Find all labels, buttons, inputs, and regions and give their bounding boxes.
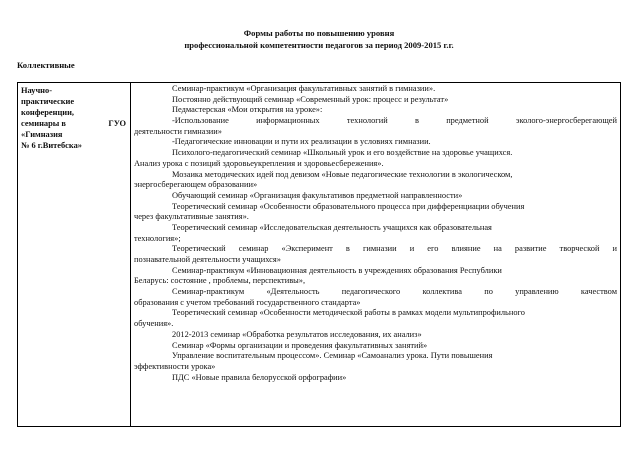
title-line-2: профессиональной компетентности педагогов за период 2009-2015 г.г. xyxy=(184,39,454,50)
document-title xyxy=(0,28,638,51)
event-line: образования с учетом требований государственного стандарта» xyxy=(134,297,361,307)
left-cell-line xyxy=(21,119,126,130)
left-cell-line: «Гимназия xyxy=(21,129,63,139)
left-cell-line: № 6 г.Витебска» xyxy=(21,140,82,150)
event-line: Психолого-педагогический семинар «Школьный урок и его воздействие на здоровье учащихся. xyxy=(172,148,513,158)
event-line: Теоретический семинар «Исследовательская деятельность учащихся как образовательная xyxy=(172,222,492,232)
forms-table xyxy=(17,82,621,427)
event-line: технология»; xyxy=(134,233,181,243)
left-cell-line: конференции, xyxy=(21,107,75,117)
event-line: Семинар-практикум «Инновационная деятельность в учреждениях образования Республики xyxy=(172,265,502,275)
table-left-cell xyxy=(18,83,131,426)
event-line: энергосберегающем образовании» xyxy=(134,180,258,190)
event-line: Педмастерская «Мои открытия на уроке»: xyxy=(172,105,323,115)
event-line: через факультативные занятия». xyxy=(134,212,249,222)
left-cell-line: практические xyxy=(21,96,75,106)
event-line: -Использование информационных технологий в предметной эколого-энергосберегающей xyxy=(172,116,617,126)
left-cell-line-part: ГУО xyxy=(108,118,126,128)
left-cell-line-part: семинары в xyxy=(21,118,66,128)
event-line: Управление воспитательным процессом». Семинар «Самоанализ урока. Пути повышения xyxy=(172,351,493,361)
event-line: Обучающий семинар «Организация факультативов предметной направленности» xyxy=(172,190,463,200)
event-line: Анализ урока с позиций здоровьеукрепления и здоровьесбережения». xyxy=(134,158,384,168)
event-line: Беларусь: состояние , проблемы, перспективы», xyxy=(134,276,306,286)
title-line-1: Формы работы по повышению уровня xyxy=(243,28,395,38)
event-line: познавательной деятельности учащихся» xyxy=(134,255,281,264)
event-line: Семинар-практикум «Организация факультативных занятий в гимназии». xyxy=(172,84,436,93)
event-line: Мозаика методических идей под девизом «Новые педагогические технологии в экологическом, xyxy=(172,169,513,179)
left-cell-line: Научно- xyxy=(21,86,52,95)
event-line: эффективности урока» xyxy=(134,361,216,371)
event-line: обучения». xyxy=(134,319,174,329)
event-line: Теоретический семинар «Особенности методической работы в рамках модели мультипрофильного xyxy=(172,308,525,318)
event-line: Постоянно действующий семинар «Современный урок: процесс и результат» xyxy=(172,94,449,104)
event-line: ПДС «Новые правила белорусской орфографии» xyxy=(172,372,347,382)
event-line: Теоретический семинар «Особенности образовательного процесса при дифференциации обучения xyxy=(172,201,525,211)
event-line: -Педагогические инновации и пути их реализации в условиях гимназии. xyxy=(172,137,431,147)
event-line: 2012-2013 семинар «Обработка результатов исследования, их анализ» xyxy=(172,329,422,339)
event-line: Семинар-практикум «Деятельность педагогического коллектива по управлению качеством xyxy=(172,287,617,297)
event-line: Теоретический семинар «Эксперимент в гимназии и его влияние на развитие творческой и xyxy=(172,244,617,254)
event-line: Семинар «Формы организации и проведения факультативных занятий» xyxy=(172,340,428,350)
table-right-cell xyxy=(131,83,620,426)
event-line: деятельности гимназии» xyxy=(134,126,222,136)
section-label: Коллективные xyxy=(17,60,75,70)
